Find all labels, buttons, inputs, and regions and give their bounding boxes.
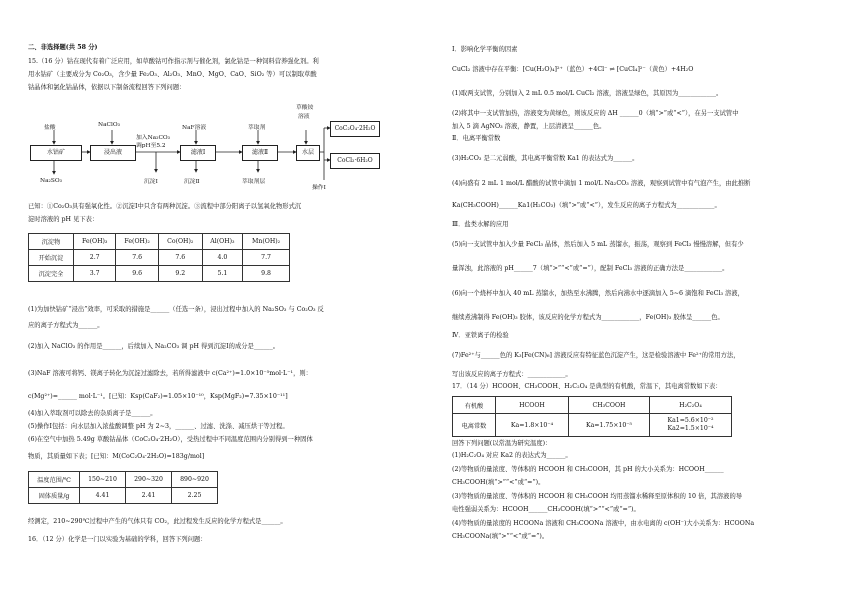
text-line: (2)将其中一支试管加热，溶液变为黄绿色，则该反应的 ΔH ______0（填“>”或“<”），在另一支试管中 [452,110,739,117]
q16-intro: 16．（12 分）化学是一门以实验为基础的学科，回答下列问题： [28,536,207,543]
text-line: (6)向一个烧杯中加入 40 mL 蒸馏水，加热至水沸腾，然后向沸水中逐滴加入 5~6 滴饱和 FeCl₃ 溶液， [452,290,744,297]
table-row [29,250,290,266]
text-line: 量浑浊，此溶液的 pH______7（填“>”“<”或“=”），配制 FeCl₃ 溶液的正确方法是____________。 [452,265,729,272]
q15-part: (4)加入萃取剂可以除去的杂质离子是______。 [28,410,157,417]
table-header: Fe(OH)₃ [74,234,116,250]
flow-box: 水钴矿 [30,145,82,161]
text-line: Ⅲ．盐类水解的应用 [452,221,509,228]
oxalic-ka2: Ka2=1.5×10⁻⁴ [667,425,714,432]
text-line: CH₃COOH(填“>”“<”或“=”)。 [452,479,545,486]
table-cell: 2.41 [126,488,172,504]
table-cell: 4.0 [202,250,243,266]
table-cell: 开始沉淀 [29,250,74,266]
section-title: 二、非选择题(共 58 分) [28,44,98,51]
table-header: Fe(OH)₂ [116,234,158,250]
text-line: (3)H₂CO₃ 是二元弱酸，其电离平衡常数 Ka1 的表达式为______。 [452,155,639,162]
flow-box: 滤液Ⅱ [242,145,278,161]
flow-chart [28,100,378,195]
text-line: (3)等物质的量浓度、等体积的 HCOOH 和 CH₃COOH 均用蒸馏水稀释至原体积的 10 倍，其溶液的导 [452,493,743,500]
flow-label: 调pH至5.2 [136,143,166,149]
table-cell: 7.7 [243,250,290,266]
q15-part: (5)操作Ⅰ包括：向水层加入浓盐酸调整 pH 为 2~3，______、过滤、洗涤、减压烘干等过程。 [28,423,289,430]
q15-intro-line: 用水钴矿（主要成分为 Co₂O₃，含少量 Fe₂O₃、Al₂O₃、MnO、MgO、CaO、SiO₂ 等）可以制取草酸 [28,71,317,78]
table-header: 150~210 [80,472,126,488]
flow-label: Na₂SO₃ [40,178,62,184]
table-cell: 4.41 [80,488,126,504]
table-cell: 7.6 [116,250,158,266]
table-cell: 9.8 [243,266,290,282]
oxalic-ka1: Ka1=5.6×10⁻² [667,417,714,424]
text-line: (5)向一支试管中加入少量 FeCl₃ 晶体，然后加入 5 mL 蒸馏水，振荡，观察到 FeCl₃ 慢慢溶解，但有少 [452,241,744,248]
table-header: 有机酸 [453,397,496,414]
flow-label: 萃取剂层 [242,179,266,185]
text-line: CuCl₂ 溶液中存在平衡：[Cu(H₂O)₄]²⁺（蓝色）+4Cl⁻ ⇌ [CuCl₄]²⁻（黄色）+4H₂O [452,66,694,73]
q15-part: 应的离子方程式为______。 [28,322,104,329]
table-cell: 固体质量/g [29,488,80,504]
q15-intro-line: 15.（16 分）钴在现代有着广泛应用，如草酸钴可作指示剂与催化剂，氯化钴是一种饲料营养强化剂。利 [28,58,319,65]
text-line: 加入 5 滴 AgNO₃ 溶液，静置，上层清液呈______色。 [452,123,606,130]
flow-box: 滤液Ⅰ [180,145,216,161]
flow-box: CoC₂O₄·2H₂O [330,121,380,137]
table-header: H₂C₂O₄ [650,397,732,414]
flow-label: 盐酸 [44,125,56,131]
table-header: Al(OH)₃ [202,234,243,250]
known-line: 淀时溶液的 pH 见下表： [28,216,99,223]
table-row [29,472,218,488]
text-line: (2)等物质的量浓度、等体积的 HCOOH 和 CH₃COOH，其 pH 的大小关系为：HCOOH______ [452,466,724,473]
text-line: (7)Fe²⁺与______色的 K₃[Fe(CN)₆] 溶液反应有特征蓝色沉淀产生，这是检验溶液中 Fe²⁺的常用方法， [452,352,740,359]
flow-box: 浸出液 [90,145,136,161]
table-cell: 沉淀完全 [29,266,74,282]
table-header: 温度范围/℃ [29,472,80,488]
table-header: CH₃COOH [569,397,650,414]
flow-label: NaF溶液 [182,125,207,131]
table-row [29,488,218,504]
q15-part: (2)加入 NaClO₃ 的作用是______，后续加入 Na₂CO₃ 调 pH 得到沉淀Ⅰ的成分是______。 [28,343,280,350]
table-cell: 9.6 [116,266,158,282]
table-header: 290~320 [126,472,172,488]
table-cell: 2.25 [172,488,218,504]
q15-part: (3)NaF 溶液可将钙、镁离子转化为沉淀过滤除去，若所得滤液中 c(Ca²⁺)=1.0×10⁻⁵mol·L⁻¹，则： [28,370,312,377]
table-row [453,397,732,414]
table-header: Co(OH)₂ [158,234,202,250]
flow-label: 沉淀Ⅰ [144,179,158,185]
left-column [28,0,398,595]
flow-box: CoCl₂·6H₂O [330,153,380,169]
text-line: 回答下列问题(以常温为研究温度)： [452,440,552,447]
text-line: Ⅰ．影响化学平衡的因素 [452,46,518,53]
flow-box: 水层 [296,145,320,161]
table-row [29,234,290,250]
text-line: 写出该反应的离子方程式：____________。 [452,371,572,378]
text-line: Ⅳ．亚铁离子的检验 [452,332,509,339]
table-cell: Ka=1.8×10⁻⁴ [496,414,569,437]
flow-label: NaClO₃ [98,122,120,128]
text-line: (1)H₂C₂O₄ 对应 Ka2 的表达式为______。 [452,452,572,459]
table-cell: 电离常数 [453,414,496,437]
q15-part: (1)为加快钴矿“浸出”效率，可采取的措施是______（任选一条），浸出过程中加入的 Na₂SO₃ 与 Co₂O₃ 反 [28,306,324,313]
text-line: (4)向盛有 2 mL 1 mol/L 醋酸的试管中滴加 1 mol/L Na₂CO₃ 溶液，观察到试管中有气泡产生，由此推断 [452,180,751,187]
text-line: 17．（14 分）HCOOH、CH₃COOH、H₂C₂O₄ 是典型的有机酸，常温下，其电离常数如下表： [452,383,722,390]
table-row [29,266,290,282]
text-line: Ka(CH₃COOH)______Ka1(H₂CO₃)（填“>”或“<”），发生反应的离子方程式为____________。 [452,202,721,209]
q15-end: 经测定，210~290℃过程中产生的气体只有 CO₂，此过程发生反应的化学方程式是______。 [28,518,287,525]
text-line: CH₃COONa(填“>”“<”或“=”)。 [452,533,549,540]
flow-label: 沉淀Ⅱ [184,179,200,185]
ph-table [28,233,290,282]
right-column [452,0,847,595]
text-line: Ⅱ．电离平衡常数 [452,135,501,142]
text-line: 继续煮沸制得 Fe(OH)₃ 胶体，该反应的化学方程式为____________，Fe(OH)₃ 胶体呈______色。 [452,314,724,321]
q15-part: c(Mg²⁺)=______ mol·L⁻¹。[已知：Ksp(CaF₂)=1.05×10⁻¹⁰，Ksp(MgF₂)=7.35×10⁻¹¹] [28,393,288,400]
q15-part: 物质，其质量如下表；[已知：M(CoC₂O₄·2H₂O)=183g/mol] [28,453,205,460]
text-line: (1)取两支试管，分别加入 2 mL 0.5 mol/L CuCl₂ 溶液，溶液呈绿色，其原因为____________。 [452,90,723,97]
table-header: HCOOH [496,397,569,414]
acid-table [452,396,732,437]
q15-part: (6)在空气中加热 5.49g 草酸钴晶体（CoC₂O₄·2H₂O），受热过程中不同温度范围内分别得到一种固体 [28,436,313,443]
q15-intro-line: 钴晶体和氯化钴晶体，依据以下制备流程回答下列问题： [28,84,186,91]
table-header: 沉淀物 [29,234,74,250]
table-header: Mn(OH)₂ [243,234,290,250]
temp-table [28,471,218,504]
text-line: (4)等物质的量浓度的 HCOONa 溶液和 CH₃COONa 溶液中，由水电离的 c(OH⁻)大小关系为：HCOONa [452,520,755,527]
table-cell: Ka=1.75×10⁻⁵ [569,414,650,437]
table-cell: 3.7 [74,266,116,282]
text-line: 电性强弱关系为：HCOOH______CH₃COOH(填“>”“<”或“=”)。 [452,506,640,513]
flow-label: 草酸铵 [296,105,314,111]
table-cell [650,414,732,437]
flow-label: 溶液 [298,114,310,120]
flow-label: 加入Na₂CO₃ [136,135,170,141]
table-cell: 9.2 [158,266,202,282]
table-row [453,414,732,437]
table-cell: 5.1 [202,266,243,282]
table-cell: 2.7 [74,250,116,266]
known-line: 已知：①Co₂O₃具有强氧化性。②沉淀Ⅰ中只含有两种沉淀。③流程中部分阳离子以氢氧化物形式沉 [28,203,302,210]
table-cell: 7.6 [158,250,202,266]
flow-label: 萃取剂 [248,125,266,131]
table-header: 890~920 [172,472,218,488]
flow-label: 操作Ⅰ [312,185,326,191]
